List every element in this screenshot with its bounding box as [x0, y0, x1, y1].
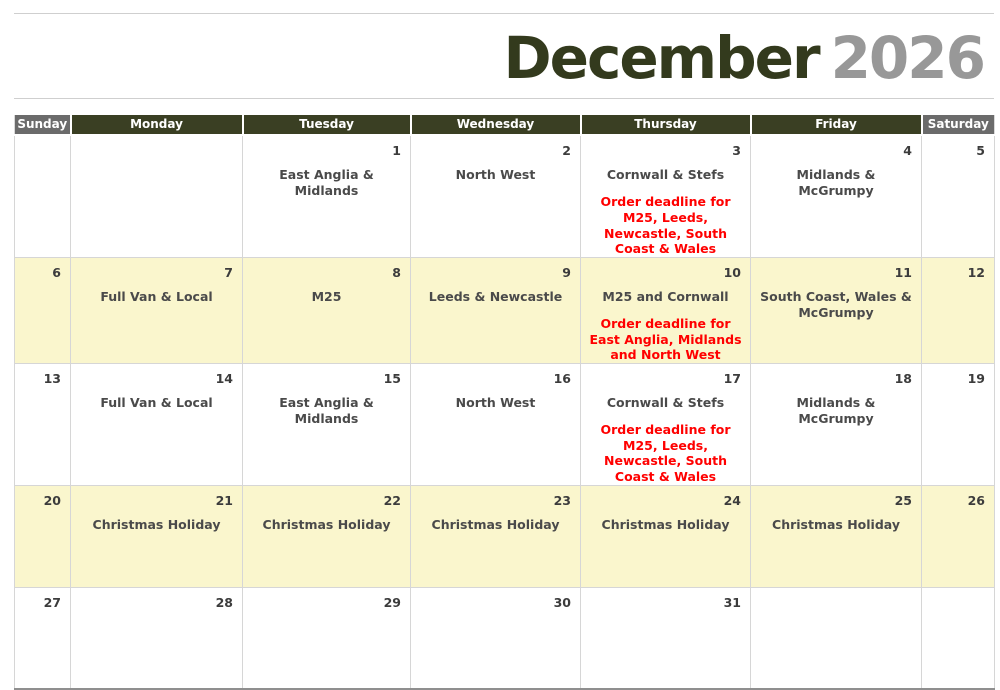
day-cell — [411, 587, 581, 689]
day-cell — [922, 135, 995, 257]
event-label: South Coast, Wales & McGrumpy — [760, 288, 912, 320]
weekday-header-wednesday: Wednesday — [411, 115, 581, 135]
day-cell — [411, 363, 581, 485]
day-cell — [922, 363, 995, 485]
day-cell — [581, 363, 751, 485]
day-number: 2 — [562, 143, 571, 158]
calendar-table — [14, 115, 995, 690]
day-number: 21 — [215, 492, 233, 508]
day-number: 20 — [43, 492, 61, 508]
day-cell — [751, 257, 922, 363]
day-number: 14 — [215, 370, 233, 386]
event-label: Christmas Holiday — [92, 516, 221, 532]
day-cell — [922, 485, 995, 587]
weekday-header-row — [15, 115, 995, 135]
day-number: 10 — [723, 264, 741, 280]
day-cell — [243, 363, 411, 485]
day-cell — [15, 257, 71, 363]
title-year: 2026 — [830, 24, 984, 92]
day-cell — [581, 135, 751, 257]
day-cell — [15, 135, 71, 257]
day-cell — [922, 257, 995, 363]
week-row — [15, 485, 995, 587]
day-cell — [751, 587, 922, 689]
day-number: 17 — [723, 370, 741, 386]
event-label: Leeds & Newcastle — [428, 288, 563, 304]
day-cell — [581, 257, 751, 363]
day-number: 25 — [894, 492, 912, 508]
deadline-note: Order deadline for East Anglia, Midlands and North West — [589, 316, 742, 363]
calendar-title — [14, 13, 994, 99]
event-label: Christmas Holiday — [431, 516, 560, 532]
week-row — [15, 363, 995, 485]
day-number: 22 — [383, 492, 401, 508]
day-number: 11 — [894, 264, 912, 280]
event-label: Christmas Holiday — [601, 516, 730, 532]
day-number: 7 — [224, 264, 233, 280]
event-label: East Anglia & Midlands — [279, 394, 374, 427]
day-number: 3 — [732, 143, 741, 158]
day-number: 1 — [392, 143, 401, 158]
day-number: 5 — [976, 143, 985, 158]
day-cell — [243, 485, 411, 587]
weekday-header-thursday: Thursday — [581, 115, 751, 135]
day-number: 8 — [392, 264, 401, 280]
day-number: 23 — [553, 492, 571, 508]
day-number: 4 — [903, 143, 912, 158]
day-number: 15 — [383, 370, 401, 386]
event-label: North West — [455, 394, 536, 410]
day-cell — [581, 587, 751, 689]
weekday-header-saturday: Saturday — [922, 115, 995, 135]
day-number: 13 — [43, 370, 61, 386]
day-number — [922, 588, 994, 604]
day-number — [751, 588, 921, 604]
day-number: 16 — [553, 370, 571, 386]
day-cell — [751, 485, 922, 587]
event-label: East Anglia & Midlands — [279, 167, 374, 199]
event-label: M25 — [311, 288, 342, 304]
day-cell — [15, 485, 71, 587]
day-number: 28 — [215, 594, 233, 610]
day-number: 31 — [723, 594, 741, 610]
event-label: North West — [455, 167, 536, 182]
deadline-note: Order deadline for M25, Leeds, Newcastle, South Coast & Wales — [600, 422, 731, 484]
title-month: December — [503, 24, 819, 92]
day-number: 9 — [562, 264, 571, 280]
weekday-header-monday: Monday — [71, 115, 243, 135]
week-row — [15, 257, 995, 363]
day-cell — [581, 485, 751, 587]
day-cell — [71, 485, 243, 587]
weekday-header-sunday: Sunday — [15, 115, 71, 135]
day-cell — [243, 135, 411, 257]
day-cell — [243, 257, 411, 363]
event-label: Cornwall & Stefs — [606, 167, 725, 182]
day-number: 24 — [723, 492, 741, 508]
day-cell — [751, 363, 922, 485]
day-cell — [15, 587, 71, 689]
day-number: 6 — [52, 264, 61, 280]
day-cell — [15, 363, 71, 485]
event-label: M25 and Cornwall — [602, 288, 729, 304]
day-number: 27 — [43, 594, 61, 610]
event-label: Christmas Holiday — [262, 516, 391, 532]
day-number: 12 — [967, 264, 985, 280]
event-label: Full Van & Local — [100, 394, 213, 410]
day-cell — [411, 135, 581, 257]
week-row — [15, 587, 995, 689]
weekday-header-friday: Friday — [751, 115, 922, 135]
day-cell — [71, 257, 243, 363]
day-number: 26 — [967, 492, 985, 508]
day-number: 30 — [553, 594, 571, 610]
week-row — [15, 135, 995, 257]
day-cell — [922, 587, 995, 689]
day-cell — [411, 485, 581, 587]
day-cell — [71, 363, 243, 485]
day-cell — [751, 135, 922, 257]
day-number — [15, 136, 70, 152]
event-label: Cornwall & Stefs — [606, 394, 725, 410]
day-number: 29 — [383, 594, 401, 610]
day-cell — [243, 587, 411, 689]
day-cell — [411, 257, 581, 363]
day-cell — [71, 587, 243, 689]
day-number: 18 — [894, 370, 912, 386]
event-label: Midlands & McGrumpy — [796, 394, 876, 427]
event-label: Full Van & Local — [100, 288, 213, 304]
day-number — [71, 136, 242, 152]
event-label: Midlands & McGrumpy — [796, 167, 876, 199]
day-number: 19 — [967, 370, 985, 386]
event-label: Christmas Holiday — [772, 516, 900, 532]
day-cell — [71, 135, 243, 257]
deadline-note: Order deadline for M25, Leeds, Newcastle, South Coast & Wales — [600, 194, 731, 257]
weekday-header-tuesday: Tuesday — [243, 115, 411, 135]
